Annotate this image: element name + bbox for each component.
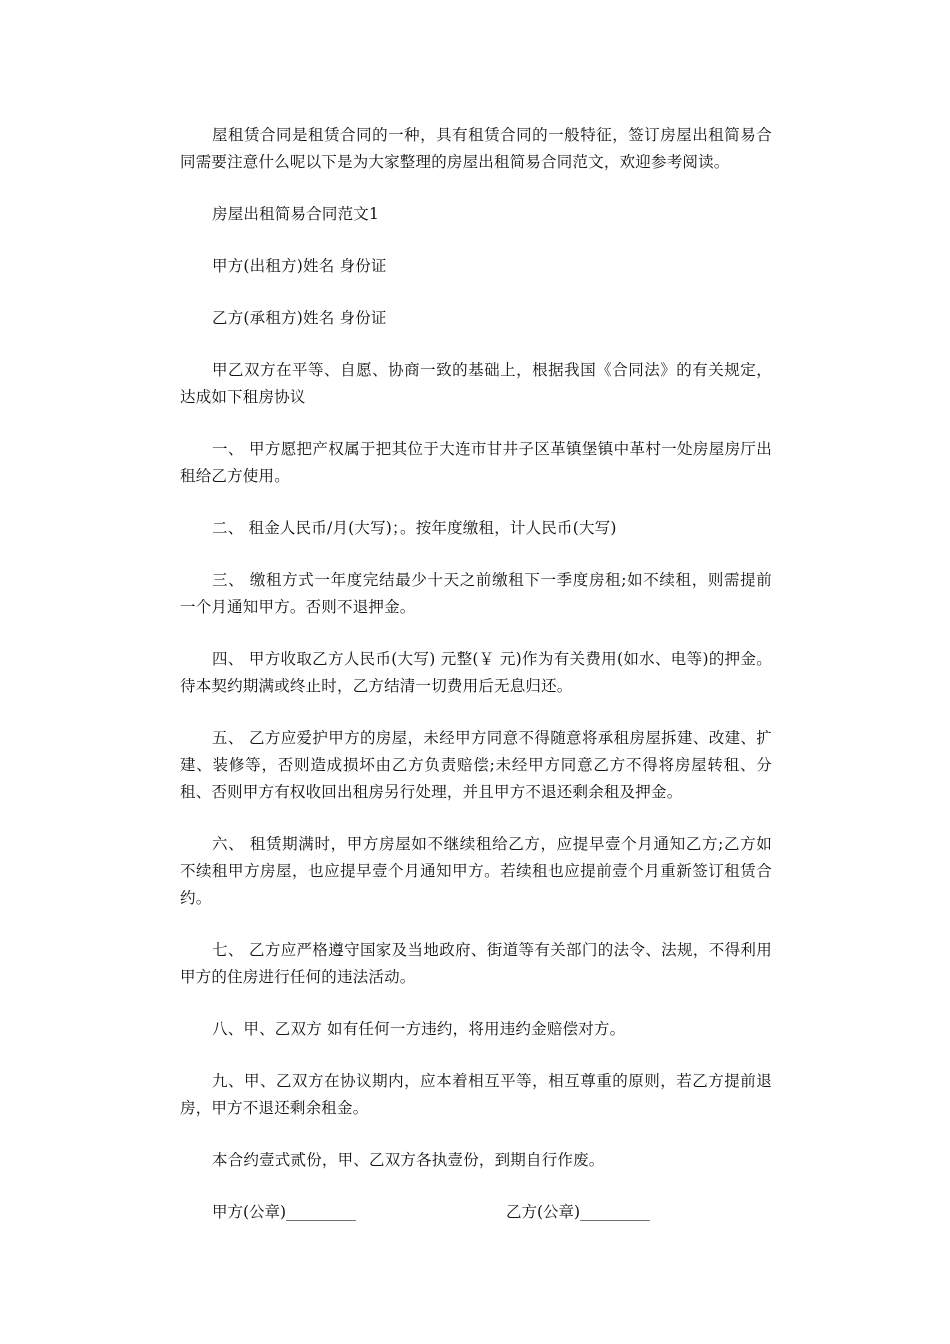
clause-3: 三、 缴租方式一年度完结最少十天之前缴租下一季度房租;如不续租，则需提前一个月通知甲方。否则不退押金。: [180, 571, 772, 616]
clause-4: 四、 甲方收取乙方人民币(大写) 元整(￥ 元)作为有关费用(如水、电等)的押金。待本契约期满或终止时，乙方结清一切费用后无息归还。: [180, 650, 772, 695]
clause-1: 一、 甲方愿把产权属于把其位于大连市甘井子区革镇堡镇中革村一处房屋房厅出租给乙方使用。: [180, 440, 772, 485]
copies-clause: 本合约壹式贰份，甲、乙双方各执壹份，到期自行作废。: [212, 1151, 605, 1169]
document-body: [180, 122, 772, 1226]
contract-title: 房屋出租简易合同范文1: [212, 205, 380, 223]
clause-8: 八、甲、乙双方 如有任何一方违约，将用违约金赔偿对方。: [212, 1020, 626, 1038]
party-a-signature: 甲方(公章)_________: [212, 1203, 356, 1221]
clause-7: 七、 乙方应严格遵守国家及当地政府、街道等有关部门的法令、法规，不得利用甲方的住房进行任何的违法活动。: [180, 941, 772, 986]
clause-6: 六、 租赁期满时，甲方房屋如不继续租给乙方，应提早壹个月通知乙方;乙方如不续租甲方房屋，也应提早壹个月通知甲方。若续租也应提前壹个月重新签订租赁合约。: [180, 835, 772, 907]
signature-row: [180, 1199, 772, 1226]
clause-5: 五、 乙方应爱护甲方的房屋，未经甲方同意不得随意将承租房屋拆建、改建、扩建、装修等，否则造成损坏由乙方负责赔偿;未经甲方同意乙方不得将房屋转租、分租、否则甲方有权收回出租房另行处理，并且甲方不退还剩余租及押金。: [180, 729, 772, 801]
intro-paragraph: 屋租赁合同是租赁合同的一种，具有租赁合同的一般特征，签订房屋出租简易合同需要注意什么呢以下是为大家整理的房屋出租简易合同范文，欢迎参考阅读。: [180, 126, 772, 171]
party-a-line: 甲方(出租方)姓名 身份证: [212, 257, 387, 275]
party-b-signature: 乙方(公章)_________: [506, 1203, 650, 1221]
party-b-line: 乙方(承租方)姓名 身份证: [212, 309, 387, 327]
clause-9: 九、甲、乙双方在协议期内，应本着相互平等，相互尊重的原则，若乙方提前退房，甲方不退还剩余租金。: [180, 1072, 772, 1117]
agreement-preamble: 甲乙双方在平等、自愿、协商一致的基础上，根据我国《合同法》的有关规定，达成如下租房协议: [180, 361, 772, 406]
clause-2: 二、 租金人民币/月(大写)；。按年度缴租，计人民币(大写): [212, 519, 617, 537]
